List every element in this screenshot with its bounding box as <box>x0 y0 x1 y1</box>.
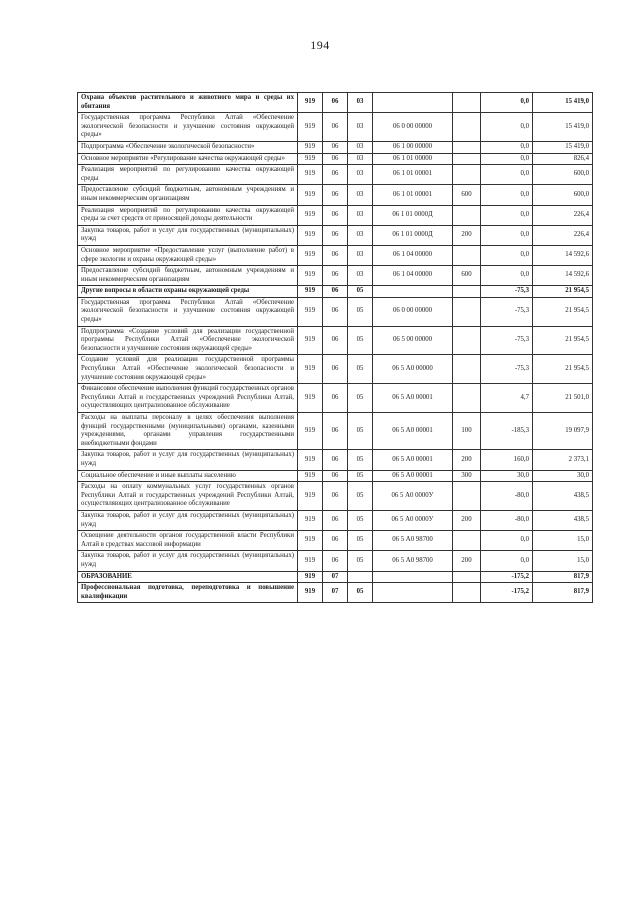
row-target-code-cell: 06 1 01 00001 <box>373 185 453 205</box>
row-grbs-cell: 919 <box>298 384 323 413</box>
row-section-cell: 06 <box>323 510 348 530</box>
row-name-cell: Государственная программа Республики Алтай «Обеспечение экологической безопасности и улучшение состояния окружающей среды» <box>78 297 298 326</box>
table-row <box>78 286 593 298</box>
row-section-cell: 07 <box>323 583 348 603</box>
row-grbs-cell: 919 <box>298 571 323 583</box>
row-name-cell: ОБРАЗОВАНИЕ <box>78 571 298 583</box>
row-total-amount-cell: 817,9 <box>533 571 593 583</box>
row-subsection-cell: 03 <box>348 165 373 185</box>
row-subsection-cell: 05 <box>348 510 373 530</box>
row-total-amount-cell: 21 954,5 <box>533 297 593 326</box>
row-name-cell: Закупка товаров, работ и услуг для государственных (муниципальных) нужд <box>78 510 298 530</box>
row-section-cell: 06 <box>323 245 348 265</box>
row-section-cell: 06 <box>323 113 348 142</box>
row-target-code-cell: 06 1 01 0000Д <box>373 225 453 245</box>
row-change-amount-cell: -185,3 <box>481 413 533 450</box>
table-row <box>78 571 593 583</box>
row-section-cell: 06 <box>323 93 348 113</box>
row-subsection-cell <box>348 571 373 583</box>
row-section-cell: 06 <box>323 551 348 571</box>
row-subsection-cell: 03 <box>348 141 373 153</box>
table-row <box>78 185 593 205</box>
row-total-amount-cell: 21 501,0 <box>533 384 593 413</box>
row-name-cell: Основное мероприятие «Предоставление услуг (выполнение работ) в сфере экологии и охраны окружающей среды» <box>78 245 298 265</box>
row-name-cell: Предоставление субсидий бюджетным, автономным учреждениям и иным некоммерческим организациям <box>78 266 298 286</box>
row-target-code-cell: 06 5 А0 98700 <box>373 551 453 571</box>
row-target-code-cell: 06 0 00 00000 <box>373 297 453 326</box>
row-section-cell: 06 <box>323 326 348 355</box>
row-target-code-cell <box>373 583 453 603</box>
row-subsection-cell: 03 <box>348 153 373 165</box>
row-grbs-cell: 919 <box>298 413 323 450</box>
row-total-amount-cell: 21 954,5 <box>533 326 593 355</box>
row-total-amount-cell: 600,0 <box>533 165 593 185</box>
table-row <box>78 551 593 571</box>
row-target-code-cell <box>373 286 453 298</box>
row-grbs-cell: 919 <box>298 245 323 265</box>
row-subsection-cell: 05 <box>348 326 373 355</box>
row-change-amount-cell: 0,0 <box>481 205 533 225</box>
row-total-amount-cell: 226,4 <box>533 205 593 225</box>
row-target-code-cell: 06 5 А0 0000У <box>373 510 453 530</box>
row-target-code-cell: 06 5 А0 00001 <box>373 470 453 482</box>
row-total-amount-cell: 826,4 <box>533 153 593 165</box>
row-name-cell: Подпрограмма «Создание условий для реализации государственной программы Республики Алтай «Обеспечение экологической безопасности и улучшение состояния окружающей среды» <box>78 326 298 355</box>
row-expense-type-cell <box>453 531 481 551</box>
row-subsection-cell: 03 <box>348 225 373 245</box>
table-row <box>78 413 593 450</box>
row-change-amount-cell: -75,3 <box>481 355 533 384</box>
budget-table <box>77 92 593 603</box>
table-row <box>78 583 593 603</box>
table-row <box>78 531 593 551</box>
row-expense-type-cell <box>453 355 481 384</box>
row-total-amount-cell: 226,4 <box>533 225 593 245</box>
row-name-cell: Профессиональная подготовка, переподготовка и повышение квалификации <box>78 583 298 603</box>
row-target-code-cell: 06 5 00 00000 <box>373 326 453 355</box>
row-target-code-cell: 06 1 01 00001 <box>373 165 453 185</box>
row-grbs-cell: 919 <box>298 205 323 225</box>
row-grbs-cell: 919 <box>298 113 323 142</box>
row-target-code-cell: 06 5 А0 00001 <box>373 413 453 450</box>
row-section-cell: 06 <box>323 413 348 450</box>
row-subsection-cell: 05 <box>348 286 373 298</box>
row-change-amount-cell: 0,0 <box>481 245 533 265</box>
row-name-cell: Основное мероприятие «Регулирование качества окружающей среды» <box>78 153 298 165</box>
row-expense-type-cell <box>453 571 481 583</box>
row-section-cell: 06 <box>323 470 348 482</box>
row-name-cell: Другие вопросы в области охраны окружающей среды <box>78 286 298 298</box>
row-section-cell: 06 <box>323 141 348 153</box>
table-row <box>78 470 593 482</box>
row-expense-type-cell: 200 <box>453 450 481 470</box>
table-row <box>78 153 593 165</box>
row-total-amount-cell: 19 097,9 <box>533 413 593 450</box>
row-change-amount-cell: -80,0 <box>481 510 533 530</box>
row-subsection-cell: 03 <box>348 266 373 286</box>
row-change-amount-cell: -75,3 <box>481 326 533 355</box>
table-row <box>78 297 593 326</box>
row-subsection-cell: 03 <box>348 185 373 205</box>
row-grbs-cell: 919 <box>298 93 323 113</box>
table-row <box>78 384 593 413</box>
row-section-cell: 06 <box>323 153 348 165</box>
row-subsection-cell: 03 <box>348 205 373 225</box>
row-change-amount-cell: 30,0 <box>481 470 533 482</box>
row-section-cell: 06 <box>323 286 348 298</box>
row-grbs-cell: 919 <box>298 583 323 603</box>
row-target-code-cell: 06 5 А0 0000У <box>373 482 453 511</box>
row-total-amount-cell: 438,5 <box>533 482 593 511</box>
table-row <box>78 245 593 265</box>
row-change-amount-cell: 0,0 <box>481 551 533 571</box>
row-change-amount-cell: 0,0 <box>481 141 533 153</box>
row-grbs-cell: 919 <box>298 153 323 165</box>
row-section-cell: 06 <box>323 531 348 551</box>
row-expense-type-cell: 300 <box>453 470 481 482</box>
row-total-amount-cell: 21 954,5 <box>533 355 593 384</box>
row-grbs-cell: 919 <box>298 266 323 286</box>
row-change-amount-cell: 0,0 <box>481 113 533 142</box>
row-expense-type-cell <box>453 141 481 153</box>
row-expense-type-cell <box>453 482 481 511</box>
row-grbs-cell: 919 <box>298 286 323 298</box>
row-target-code-cell: 06 1 04 00000 <box>373 245 453 265</box>
row-expense-type-cell: 200 <box>453 551 481 571</box>
row-target-code-cell: 06 1 04 00000 <box>373 266 453 286</box>
row-change-amount-cell: 160,0 <box>481 450 533 470</box>
row-grbs-cell: 919 <box>298 482 323 511</box>
row-expense-type-cell <box>453 245 481 265</box>
row-change-amount-cell: 4,7 <box>481 384 533 413</box>
row-change-amount-cell: 0,0 <box>481 93 533 113</box>
row-total-amount-cell: 600,0 <box>533 185 593 205</box>
row-total-amount-cell: 15 419,0 <box>533 141 593 153</box>
row-name-cell: Государственная программа Республики Алтай «Обеспечение экологической безопасности и улучшение состояния окружающей среды» <box>78 113 298 142</box>
table-row <box>78 326 593 355</box>
row-total-amount-cell: 21 954,5 <box>533 286 593 298</box>
row-subsection-cell: 03 <box>348 245 373 265</box>
row-subsection-cell: 05 <box>348 355 373 384</box>
row-section-cell: 06 <box>323 450 348 470</box>
row-name-cell: Освещение деятельности органов государственной власти Республики Алтай в средствах массовой информации <box>78 531 298 551</box>
row-expense-type-cell <box>453 113 481 142</box>
row-total-amount-cell: 30,0 <box>533 470 593 482</box>
row-grbs-cell: 919 <box>298 185 323 205</box>
row-target-code-cell <box>373 93 453 113</box>
row-subsection-cell: 03 <box>348 113 373 142</box>
row-total-amount-cell: 14 592,6 <box>533 266 593 286</box>
row-grbs-cell: 919 <box>298 297 323 326</box>
row-grbs-cell: 919 <box>298 141 323 153</box>
row-expense-type-cell: 600 <box>453 266 481 286</box>
row-expense-type-cell: 200 <box>453 510 481 530</box>
table-body <box>78 93 593 603</box>
row-change-amount-cell: -75,3 <box>481 286 533 298</box>
table-row <box>78 113 593 142</box>
row-grbs-cell: 919 <box>298 326 323 355</box>
table-row <box>78 510 593 530</box>
page-number: 194 <box>310 38 330 52</box>
row-name-cell: Финансовое обеспечение выполнения функций государственных органов Республики Алтай и государственных учреждений Республики Алтай, осуществляющих централизованное обслуживание <box>78 384 298 413</box>
row-change-amount-cell: -175,2 <box>481 571 533 583</box>
row-expense-type-cell <box>453 153 481 165</box>
row-name-cell: Закупка товаров, работ и услуг для государственных (муниципальных) нужд <box>78 551 298 571</box>
row-section-cell: 07 <box>323 571 348 583</box>
row-total-amount-cell: 2 373,1 <box>533 450 593 470</box>
row-total-amount-cell: 438,5 <box>533 510 593 530</box>
row-name-cell: Подпрограмма «Обеспечение экологической безопасности» <box>78 141 298 153</box>
row-expense-type-cell <box>453 326 481 355</box>
row-change-amount-cell: 0,0 <box>481 531 533 551</box>
row-change-amount-cell: 0,0 <box>481 165 533 185</box>
row-section-cell: 06 <box>323 297 348 326</box>
table-row <box>78 141 593 153</box>
row-total-amount-cell: 15,0 <box>533 551 593 571</box>
row-grbs-cell: 919 <box>298 355 323 384</box>
row-grbs-cell: 919 <box>298 510 323 530</box>
row-expense-type-cell: 200 <box>453 225 481 245</box>
row-expense-type-cell <box>453 205 481 225</box>
row-target-code-cell: 06 5 А0 00000 <box>373 355 453 384</box>
row-expense-type-cell <box>453 583 481 603</box>
row-section-cell: 06 <box>323 482 348 511</box>
row-name-cell: Создание условий для реализации государственной программы Республики Алтай «Обеспечение экологической безопасности и улучшение состояния окружающей среды» <box>78 355 298 384</box>
row-grbs-cell: 919 <box>298 531 323 551</box>
row-name-cell: Социальное обеспечение и иные выплаты населению <box>78 470 298 482</box>
row-subsection-cell: 05 <box>348 413 373 450</box>
row-target-code-cell: 06 1 00 00000 <box>373 141 453 153</box>
row-expense-type-cell: 100 <box>453 413 481 450</box>
row-total-amount-cell: 817,9 <box>533 583 593 603</box>
row-name-cell: Закупка товаров, работ и услуг для государственных (муниципальных) нужд <box>78 450 298 470</box>
row-subsection-cell: 05 <box>348 482 373 511</box>
row-section-cell: 06 <box>323 225 348 245</box>
row-expense-type-cell <box>453 297 481 326</box>
row-subsection-cell: 05 <box>348 531 373 551</box>
row-change-amount-cell: 0,0 <box>481 266 533 286</box>
table-row <box>78 355 593 384</box>
row-subsection-cell: 05 <box>348 384 373 413</box>
row-subsection-cell: 05 <box>348 297 373 326</box>
row-total-amount-cell: 14 592,6 <box>533 245 593 265</box>
row-expense-type-cell <box>453 93 481 113</box>
row-expense-type-cell <box>453 384 481 413</box>
row-target-code-cell: 06 1 01 0000Д <box>373 205 453 225</box>
row-section-cell: 06 <box>323 205 348 225</box>
row-subsection-cell: 05 <box>348 583 373 603</box>
row-expense-type-cell <box>453 165 481 185</box>
row-change-amount-cell: 0,0 <box>481 225 533 245</box>
table-row <box>78 482 593 511</box>
row-target-code-cell: 06 1 01 00000 <box>373 153 453 165</box>
row-target-code-cell: 06 5 А0 00001 <box>373 450 453 470</box>
row-expense-type-cell <box>453 286 481 298</box>
row-total-amount-cell: 15 419,0 <box>533 113 593 142</box>
row-section-cell: 06 <box>323 266 348 286</box>
row-name-cell: Реализация мероприятий по регулированию качества окружающей среды за счет средств от приносящей доходы деятельности <box>78 205 298 225</box>
row-total-amount-cell: 15,0 <box>533 531 593 551</box>
row-change-amount-cell: -175,2 <box>481 583 533 603</box>
row-subsection-cell: 05 <box>348 450 373 470</box>
row-change-amount-cell: -80,0 <box>481 482 533 511</box>
row-name-cell: Закупка товаров, работ и услуг для государственных (муниципальных) нужд <box>78 225 298 245</box>
row-grbs-cell: 919 <box>298 450 323 470</box>
row-grbs-cell: 919 <box>298 165 323 185</box>
row-section-cell: 06 <box>323 355 348 384</box>
row-name-cell: Предоставление субсидий бюджетным, автономным учреждениям и иным некоммерческим организациям <box>78 185 298 205</box>
table-row <box>78 225 593 245</box>
table-row <box>78 266 593 286</box>
table-row <box>78 93 593 113</box>
row-grbs-cell: 919 <box>298 470 323 482</box>
row-section-cell: 06 <box>323 165 348 185</box>
row-name-cell: Реализация мероприятий по регулированию качества окружающей среды <box>78 165 298 185</box>
table-row <box>78 165 593 185</box>
row-total-amount-cell: 15 419,0 <box>533 93 593 113</box>
row-target-code-cell: 06 5 А0 98700 <box>373 531 453 551</box>
row-name-cell: Охрана объектов растительного и животного мира и среды их обитания <box>78 93 298 113</box>
row-target-code-cell <box>373 571 453 583</box>
row-change-amount-cell: 0,0 <box>481 185 533 205</box>
row-subsection-cell: 05 <box>348 551 373 571</box>
row-subsection-cell: 03 <box>348 93 373 113</box>
row-name-cell: Расходы на оплату коммунальных услуг государственных органов Республики Алтай и государственных учреждений Республики Алтай, осуществляющих централизованное обслуживание <box>78 482 298 511</box>
row-grbs-cell: 919 <box>298 225 323 245</box>
row-subsection-cell: 05 <box>348 470 373 482</box>
table-row <box>78 205 593 225</box>
table-row <box>78 450 593 470</box>
row-grbs-cell: 919 <box>298 551 323 571</box>
row-change-amount-cell: -75,3 <box>481 297 533 326</box>
row-change-amount-cell: 0,0 <box>481 153 533 165</box>
row-target-code-cell: 06 5 А0 00001 <box>373 384 453 413</box>
row-name-cell: Расходы на выплаты персоналу в целях обеспечения выполнения функций государственными (муниципальными) органами, казенными учреждениями, органами управления государственными внебюджетными фондами <box>78 413 298 450</box>
row-section-cell: 06 <box>323 185 348 205</box>
row-target-code-cell: 06 0 00 00000 <box>373 113 453 142</box>
row-expense-type-cell: 600 <box>453 185 481 205</box>
row-section-cell: 06 <box>323 384 348 413</box>
